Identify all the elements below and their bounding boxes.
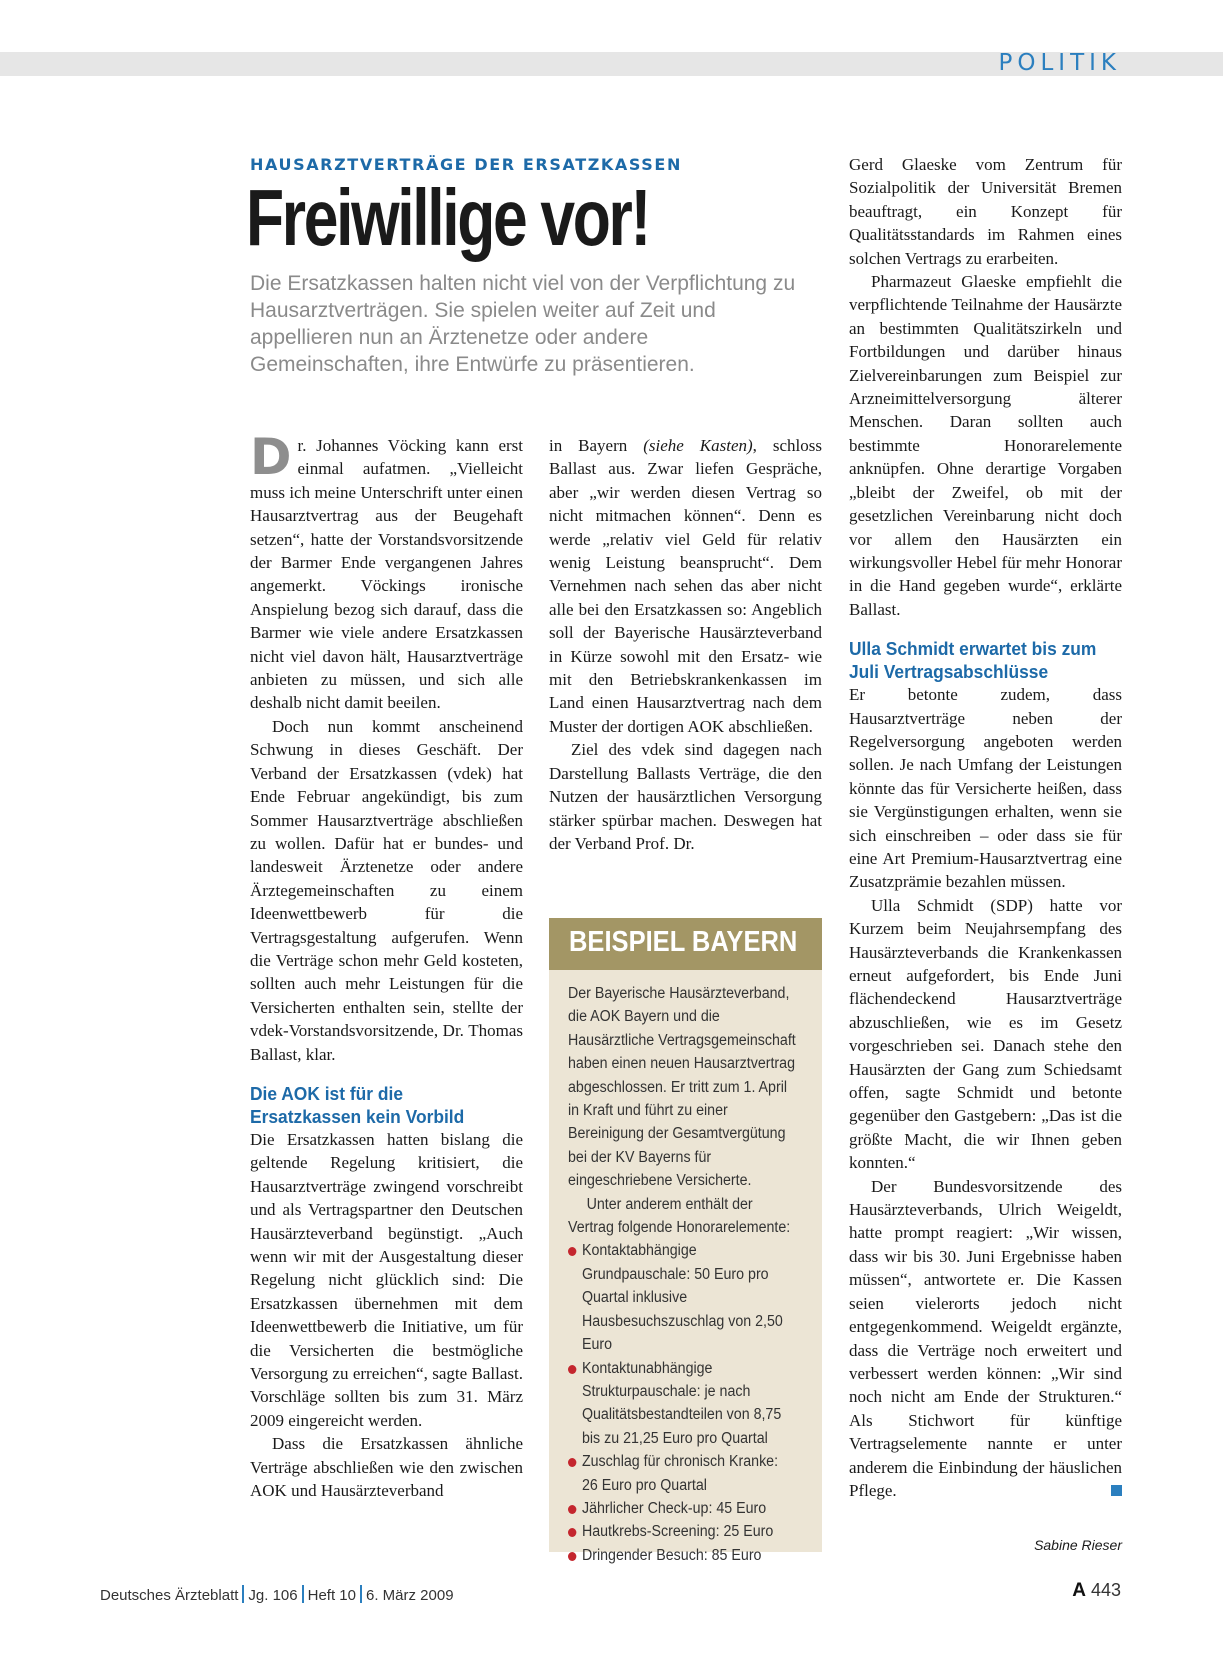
paragraph-11-text: Der Bundesvorsitzende des Hausärzteverbands, Ulrich Weigeldt, hatte prompt reagiert: „Wir wissen, dass wir bis 30. Juni Ergebnisse haben müssen“, antwortete er. Die Kassen seien vielerorts jedoch nicht entgegenkommend. Weigeldt ergänzte, dass die Verträge noch erweitert und verbessert werden können: „Wir sind noch nicht am Ende der Strukturen.“ Als Stichwort für künftige Vertragselemente nannte er unter anderem die Einbindung der häuslichen Pflege. [849, 1176, 1122, 1500]
paragraph-10: Ulla Schmidt (SDP) hatte vor Kurzem beim Neujahrsempfang des Hausärzteverbands die Krankenkassen erneut aufgefordert, bis Ende Juni flächendeckend Hausarztverträge abzuschließen, wie es im Gesetz vorgeschrieben sei. Danach stehe den Hausärzten der Gang zum Schiedsamt offen, sagte Schmidt und betonte gegenüber den Gastgebern: „Das ist die größte Macht, die wir Ihnen geben konnten.“ [849, 895, 1122, 1173]
article-title: Freiwillige vor! [246, 173, 649, 262]
info-box-title: BEISPIEL BAYERN [569, 926, 798, 958]
paragraph-8: Pharmazeut Glaeske empfiehlt die verpflichtende Teilnahme der Hausärzte an bestimmten Qualitätszirkeln und Fortbildungen und darüber hinaus Zielvereinbarungen zum Beispiel zur Arzneimittelversorgung älterer Menschen. Daran sollten auch bestimmte Honorarelemente anknüpfen. Ohne derartige Vorgaben „bleibt der Zweifel, ob mit der gesetzlichen Vereinbarung nicht doch vor allem den Hausärzten ein wirkungsvoller Hebel für mehr Honorar in die Hand gegeben wurde“, erklärte Ballast. [849, 272, 1122, 619]
article-lead: Die Ersatzkassen halten nicht viel von der Verpflichtung zu Hausarztverträgen. Sie spielen weiter auf Zeit und appellieren nun an Ärztenetze oder andere Gemeinschaften, ihre Entwürfe zu präsentieren. [250, 272, 796, 376]
info-box-header [549, 918, 822, 970]
info-box-paragraph-2: Unter anderem enthält der Vertrag folgende Honorarelemente: [568, 1195, 791, 1237]
fee-list-item-text: Dringender Besuch: 85 Euro [581, 1546, 762, 1564]
end-mark-icon [1111, 1485, 1122, 1496]
paragraph-5-start: in Bayern [549, 436, 644, 455]
page-prefix: A [1072, 1580, 1086, 1601]
subheading-1: Die AOK ist für die Ersatzkassen kein Vorbild [250, 1082, 465, 1127]
fee-list-item-text: Hautkrebs-Screening: 25 Euro [581, 1523, 774, 1541]
fee-list-item-text: Zuschlag für chronisch Kranke: 26 Euro pro Quartal [581, 1453, 779, 1494]
fee-list-item [568, 1544, 796, 1567]
fee-list-item [568, 1450, 796, 1497]
paragraph-9: Er betonte zudem, dass Hausarztverträge neben der Regelversorgung angeboten werden sollen. Je nach Umfang der Leistungen könnte das für Versicherte heißen, dass sie Vergünstigungen erhalten, wenn sie sich einschreiben – oder dass sie für eine Art Premium-Hausarztvertrag eine Zusatzprämie bezahlen müssen. [849, 685, 1122, 892]
box-reference: (siehe Kasten) [643, 436, 753, 455]
text-column-2 [549, 434, 822, 855]
info-box-paragraph-1: Der Bayerische Hausärzteverband, die AOK Bayern und die Hausärztliche Vertragsgemeinschaft haben einen neuen Hausarztvertrag abgeschlossen. Er tritt zum 1. April in Kraft und führt zu einer Bereinigung der Gesamtvergütung bei der KV Bayerns für eingeschriebene Versicherte. [568, 985, 796, 1190]
page-number-value: 443 [1090, 1580, 1121, 1600]
divider [360, 1585, 362, 1603]
paragraph-1 [250, 428, 523, 715]
fee-list-item [568, 1357, 796, 1451]
journal-name: Deutsches Ärzteblatt [100, 1587, 239, 1604]
text-column-3 [849, 153, 1122, 1502]
page-number [1072, 1580, 1121, 1602]
bullet-icon [568, 1458, 576, 1467]
footer-citation [100, 1585, 454, 1604]
author-byline: Sabine Rieser [1034, 1537, 1122, 1553]
bullet-icon [568, 1365, 576, 1374]
paragraph-7: Gerd Glaeske vom Zentrum für Sozialpolitik der Universität Bremen beauftragt, ein Konzept für Qualitätsstandards im Rahmen eines solchen Vertrags zu erarbeiten. [849, 155, 1122, 268]
info-box [549, 918, 822, 1564]
paragraph-1-text: r. Johannes Vöcking kann erst einmal aufatmen. „Vielleicht muss ich meine Unterschrift unter einen Hausarztvertrag aus der Beugehaft setzen“, hatte der Vorstandsvorsitzende der Barmer Ende vergangenen Jahres angemerkt. Vöckings ironische Anspielung bezog sich darauf, dass die Barmer wie viele andere Ersatzkassen nicht viel davon hält, Hausarztverträge anbieten zu müssen, und sich alle deshalb nicht damit beeilen. [250, 436, 523, 713]
fee-list [568, 1239, 796, 1567]
fee-list-item [568, 1239, 796, 1356]
paragraph-3: Die Ersatzkassen hatten bislang die geltende Regelung kritisiert, die Hausarztverträge zwingend vorschreibt und als Vertragspartner den Deutschen Hausärzteverband begünstigt. „Auch wenn wir mit der Ausgestaltung dieser Regelung nicht glücklich sind: Die Ersatzkassen übernehmen mit dem Ideenwettbewerb die Initiative, um für die Versicherten die bestmögliche Versorgung zu erreichen“, sagte Ballast. Vorschläge sollten bis zum 31. März 2009 eingereicht werden. [250, 1129, 523, 1430]
paragraph-4: Dass die Ersatzkassen ähnliche Verträge abschließen wie den zwischen AOK und Hausärzteverband [250, 1434, 523, 1501]
divider [242, 1585, 244, 1603]
subheading-2: Ulla Schmidt erwartet bis zum Juli Vertragsabschlüsse [849, 638, 1097, 683]
volume: Jg. 106 [248, 1587, 298, 1604]
bullet-icon [568, 1528, 576, 1537]
bullet-icon [568, 1505, 576, 1514]
bullet-icon [568, 1552, 576, 1561]
paragraph-2: Doch nun kommt anscheinend Schwung in dieses Geschäft. Der Verband der Ersatzkassen (vdek) hat Ende Februar angekündigt, bis zum Sommer Hausarztverträge abschließen zu wollen. Dafür hat er bundes- und landesweit Ärztenetze oder andere Ärztegemeinschaften zu einem Ideenwettbewerb für die Vertragsgestaltung aufgerufen. Wenn die Verträge schon mehr Geld kosteten, sollten auch mehr Leistungen für die Versicherten enthalten sein, stellte der vdek-Vorstandsvorsitzende, Dr. Thomas Ballast, klar. [250, 716, 523, 1064]
issue-date: 6. März 2009 [366, 1587, 454, 1604]
fee-list-item-text: Kontaktunabhängige Strukturpauschale: je nach Qualitätsbestandteilen von 8,75 bis zu 21,25 Euro pro Quartal [581, 1359, 782, 1447]
fee-list-item-text: Kontaktabhängige Grundpauschale: 50 Euro pro Quartal inklusive Hausbesuchszuschlag von 2,50 Euro [581, 1242, 783, 1354]
section-label: POLITIK [998, 50, 1121, 76]
paragraph-6: Ziel des vdek sind dagegen nach Darstellung Ballasts Verträge, die den Nutzen der hausärztlichen Versorgung stärker spürbar machen. Deswegen hat der Verband Prof. Dr. [549, 740, 822, 853]
article-kicker: HAUSARZTVERTRÄGE DER ERSATZKASSEN [250, 155, 682, 174]
fee-list-item [568, 1520, 796, 1543]
paragraph-5 [549, 434, 822, 738]
info-box-body [568, 982, 796, 1567]
fee-list-item-text: Jährlicher Check-up: 45 Euro [581, 1499, 767, 1517]
drop-cap: D [250, 428, 292, 486]
issue: Heft 10 [307, 1587, 356, 1604]
divider [302, 1585, 304, 1603]
fee-list-item [568, 1497, 796, 1520]
paragraph-5-rest: , schloss Ballast aus. Zwar liefen Gespräche, aber „wir werden diesen Vertrag so nicht mitmachen können“. Denn es werde „relativ viel Geld für relativ wenig Leistung beansprucht“. Dem Vernehmen nach sehen das aber nicht alle bei den Ersatzkassen so: Angeblich soll der Bayerische Hausärzteverband in Kürze sowohl mit den Ersatz- wie mit den Betriebskrankenkassen im Land einen Hausarztvertrag nach dem Muster der dortigen AOK abschließen. [549, 436, 822, 736]
bullet-icon [568, 1247, 576, 1256]
text-column-1 [250, 428, 523, 1502]
paragraph-11 [849, 1175, 1122, 1503]
